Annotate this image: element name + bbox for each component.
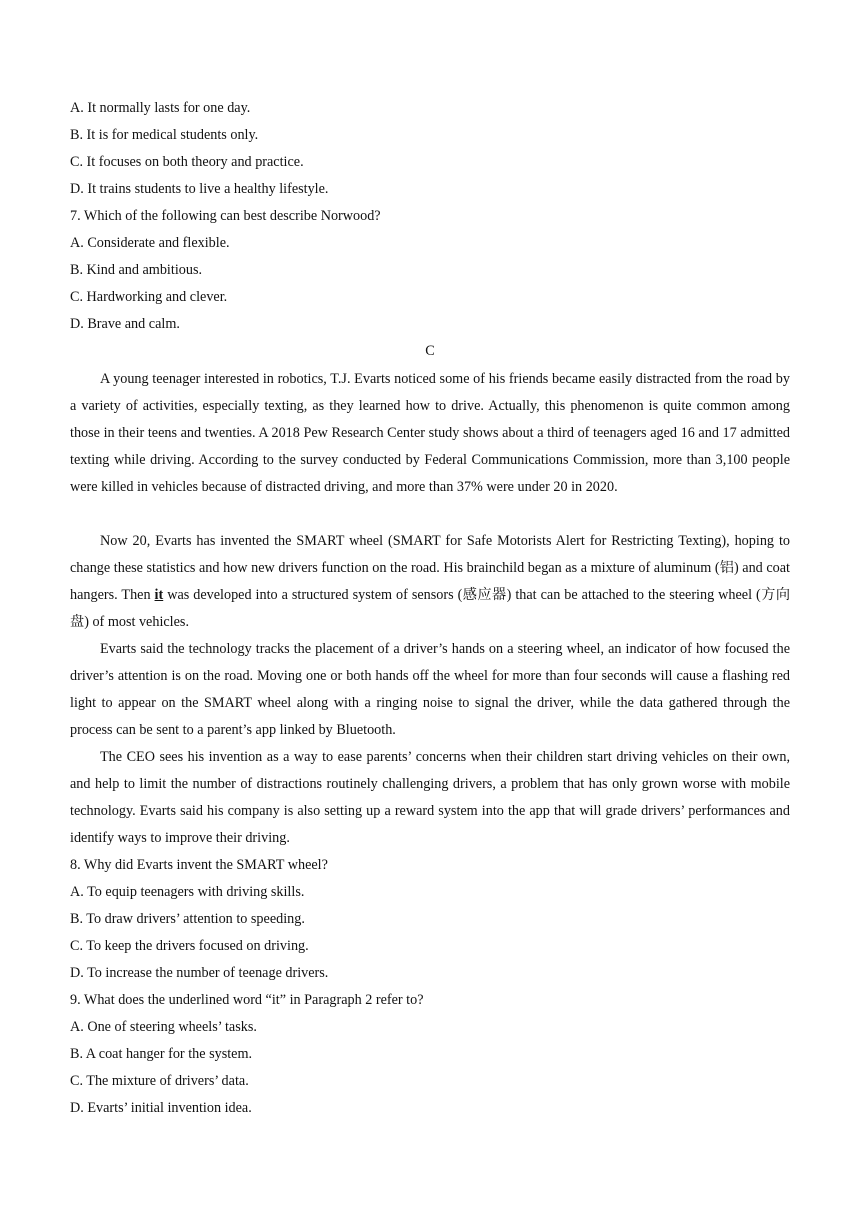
q9-option-c: C. The mixture of drivers’ data. [70, 1073, 249, 1089]
q6-option-b: B. It is for medical students only. [70, 127, 259, 143]
passage-paragraph-2 [70, 528, 790, 636]
passage-paragraph-3: Evarts said the technology tracks the placement of a driver’s hands on a steering wheel, an indicator of how focused the driver’s attention is on the road. Moving one or both hands off the wheel for more than four seconds will cause a flashing red light to appear on the SMART wheel along with a ringing noise to signal the driver, while the data gathered through the process can be sent to a parent’s app linked by Bluetooth. [70, 641, 790, 738]
q8-option-a: A. To equip teenagers with driving skills. [70, 884, 305, 900]
q6-option-a: A. It normally lasts for one day. [70, 100, 251, 116]
q7-option-b: B. Kind and ambitious. [70, 262, 203, 278]
q7-option-c: C. Hardworking and clever. [70, 289, 228, 305]
underlined-word-it: it [154, 587, 164, 603]
q6-option-d: D. It trains students to live a healthy lifestyle. [70, 181, 329, 197]
q7-option-d: D. Brave and calm. [70, 316, 180, 332]
q7-question: 7. Which of the following can best describe Norwood? [70, 208, 381, 224]
q9-option-a: A. One of steering wheels’ tasks. [70, 1019, 257, 1035]
passage-paragraph-4: The CEO sees his invention as a way to ease parents’ concerns when their children start driving vehicles on their own, and help to limit the number of distractions routinely challenging drivers, a problem that has only grown worse with mobile technology. Evarts said his company is also setting up a reward system into the app that will grade drivers’ performances and identify ways to improve their driving. [70, 749, 790, 846]
paragraph-2-text-after: was developed into a structured system of sensors (感应器) that can be attached to the steering wheel (方向盘) of most vehicles. [70, 587, 791, 630]
q9-question: 9. What does the underlined word “it” in Paragraph 2 refer to? [70, 992, 424, 1008]
paragraph-2-text-before: Now 20, Evarts has invented the SMART wheel (SMART for Safe Motorists Alert for Restricting Texting), hoping to change these statistics and how new drivers function on the road. His brainchild began as a mixture of aluminum (铝) and coat hangers. Then [70, 533, 790, 603]
q9-option-b: B. A coat hanger for the system. [70, 1046, 253, 1062]
q8-option-b: B. To draw drivers’ attention to speeding. [70, 911, 305, 927]
q8-option-d: D. To increase the number of teenage drivers. [70, 965, 329, 981]
section-heading: C [425, 343, 435, 359]
q6-option-c: C. It focuses on both theory and practice. [70, 154, 304, 170]
q7-option-a: A. Considerate and flexible. [70, 235, 230, 251]
passage-paragraph-1: A young teenager interested in robotics, T.J. Evarts noticed some of his friends became easily distracted from the road by a variety of activities, especially texting, as they learned how to drive. Actually, this phenomenon is quite common among those in their teens and twenties. A 2018 Pew Research Center study shows about a third of teenagers aged 16 and 17 admitted texting while driving. According to the survey conducted by Federal Communications Commission, more than 3,100 people were killed in vehicles because of distracted driving, and more than 37% were under 20 in 2020. [70, 371, 790, 495]
q8-question: 8. Why did Evarts invent the SMART wheel? [70, 857, 328, 873]
q9-option-d: D. Evarts’ initial invention idea. [70, 1100, 252, 1116]
q8-option-c: C. To keep the drivers focused on driving. [70, 938, 309, 954]
